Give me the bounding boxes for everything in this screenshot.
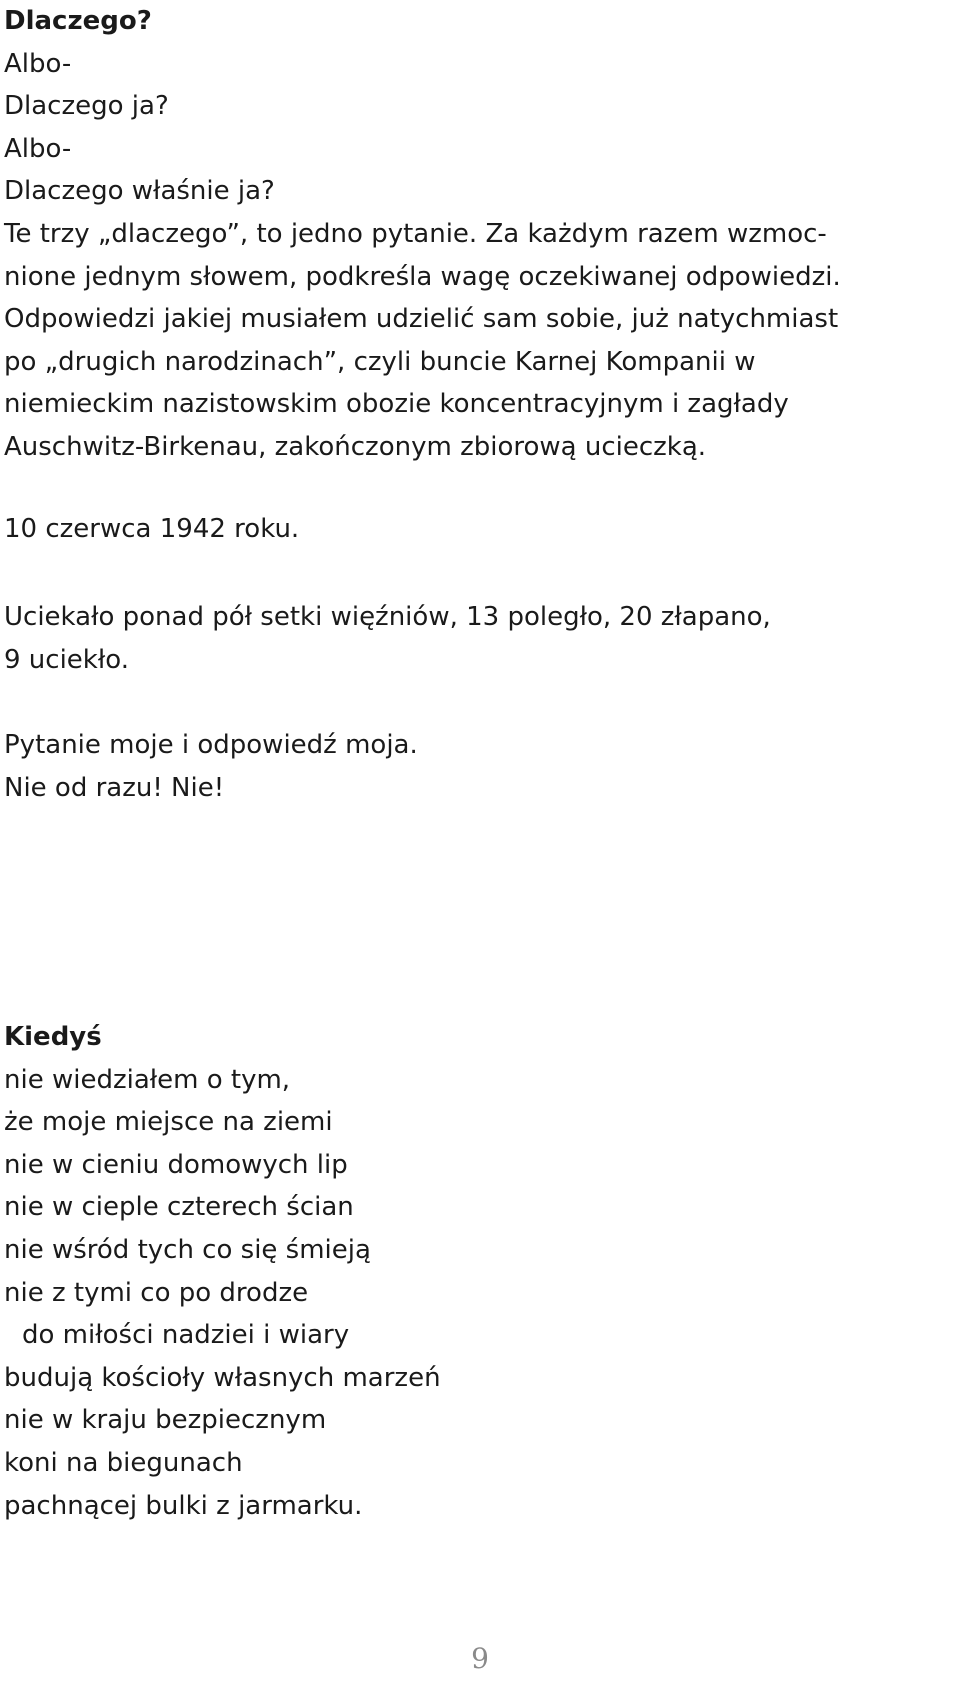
- intro-line: nione jednym słowem, podkreśla wagę oczekiwanej odpowiedzi.: [4, 261, 841, 292]
- answer-section: [4, 724, 418, 809]
- poem-line: pachnącej bulki z jarmarku.: [4, 1490, 363, 1521]
- intro-section: [4, 0, 841, 469]
- poem-line: nie wśród tych co się śmieją: [4, 1234, 371, 1265]
- intro-line: Te trzy „dlaczego”, to jedno pytanie. Za każdym razem wzmoc-: [4, 218, 827, 249]
- intro-line: Dlaczego ja?: [4, 91, 169, 122]
- poem-line: koni na biegunach: [4, 1447, 243, 1478]
- poem-line: do miłości nadziei i wiary: [22, 1320, 350, 1351]
- poem-line: że moje miejsce na ziemi: [4, 1107, 333, 1138]
- poem-line: nie w cieniu domowych lip: [4, 1149, 348, 1180]
- intro-line: Odpowiedzi jakiej musiałem udzielić sam sobie, już natychmiast: [4, 304, 839, 335]
- date-section: [4, 508, 299, 551]
- intro-line: Auschwitz-Birkenau, zakończonym zbiorową ucieczką.: [4, 431, 707, 462]
- intro-line: po „drugich narodzinach”, czyli buncie Karnej Kompanii w: [4, 346, 756, 377]
- intro-line: niemieckim nazistowskim obozie koncentracyjnym i zagłady: [4, 389, 789, 420]
- intro-heading: Dlaczego?: [4, 6, 152, 36]
- poem-line: nie wiedziałem o tym,: [4, 1064, 291, 1095]
- poem-section: [4, 1016, 441, 1527]
- intro-line: Dlaczego właśnie ja?: [4, 176, 275, 207]
- intro-line: Albo-: [4, 48, 72, 79]
- date-line: 10 czerwca 1942 roku.: [4, 514, 300, 544]
- escape-line: Uciekało ponad pół setki więźniów, 13 poległo, 20 złapano,: [4, 602, 771, 632]
- poem-line: budują kościoły własnych marzeń: [4, 1362, 441, 1393]
- answer-line: Nie od razu! Nie!: [4, 772, 225, 803]
- poem-line: nie z tymi co po drodze: [4, 1277, 309, 1308]
- poem-line: nie w kraju bezpiecznym: [4, 1405, 327, 1436]
- poem-line: nie w cieple czterech ścian: [4, 1192, 354, 1223]
- escape-section: [4, 596, 771, 681]
- escape-line: 9 uciekło.: [4, 644, 129, 675]
- intro-line: Albo-: [4, 133, 72, 164]
- poem-title: Kiedyś: [4, 1022, 102, 1052]
- page-number: 9: [471, 1642, 489, 1675]
- answer-line: Pytanie moje i odpowiedź moja.: [4, 730, 418, 760]
